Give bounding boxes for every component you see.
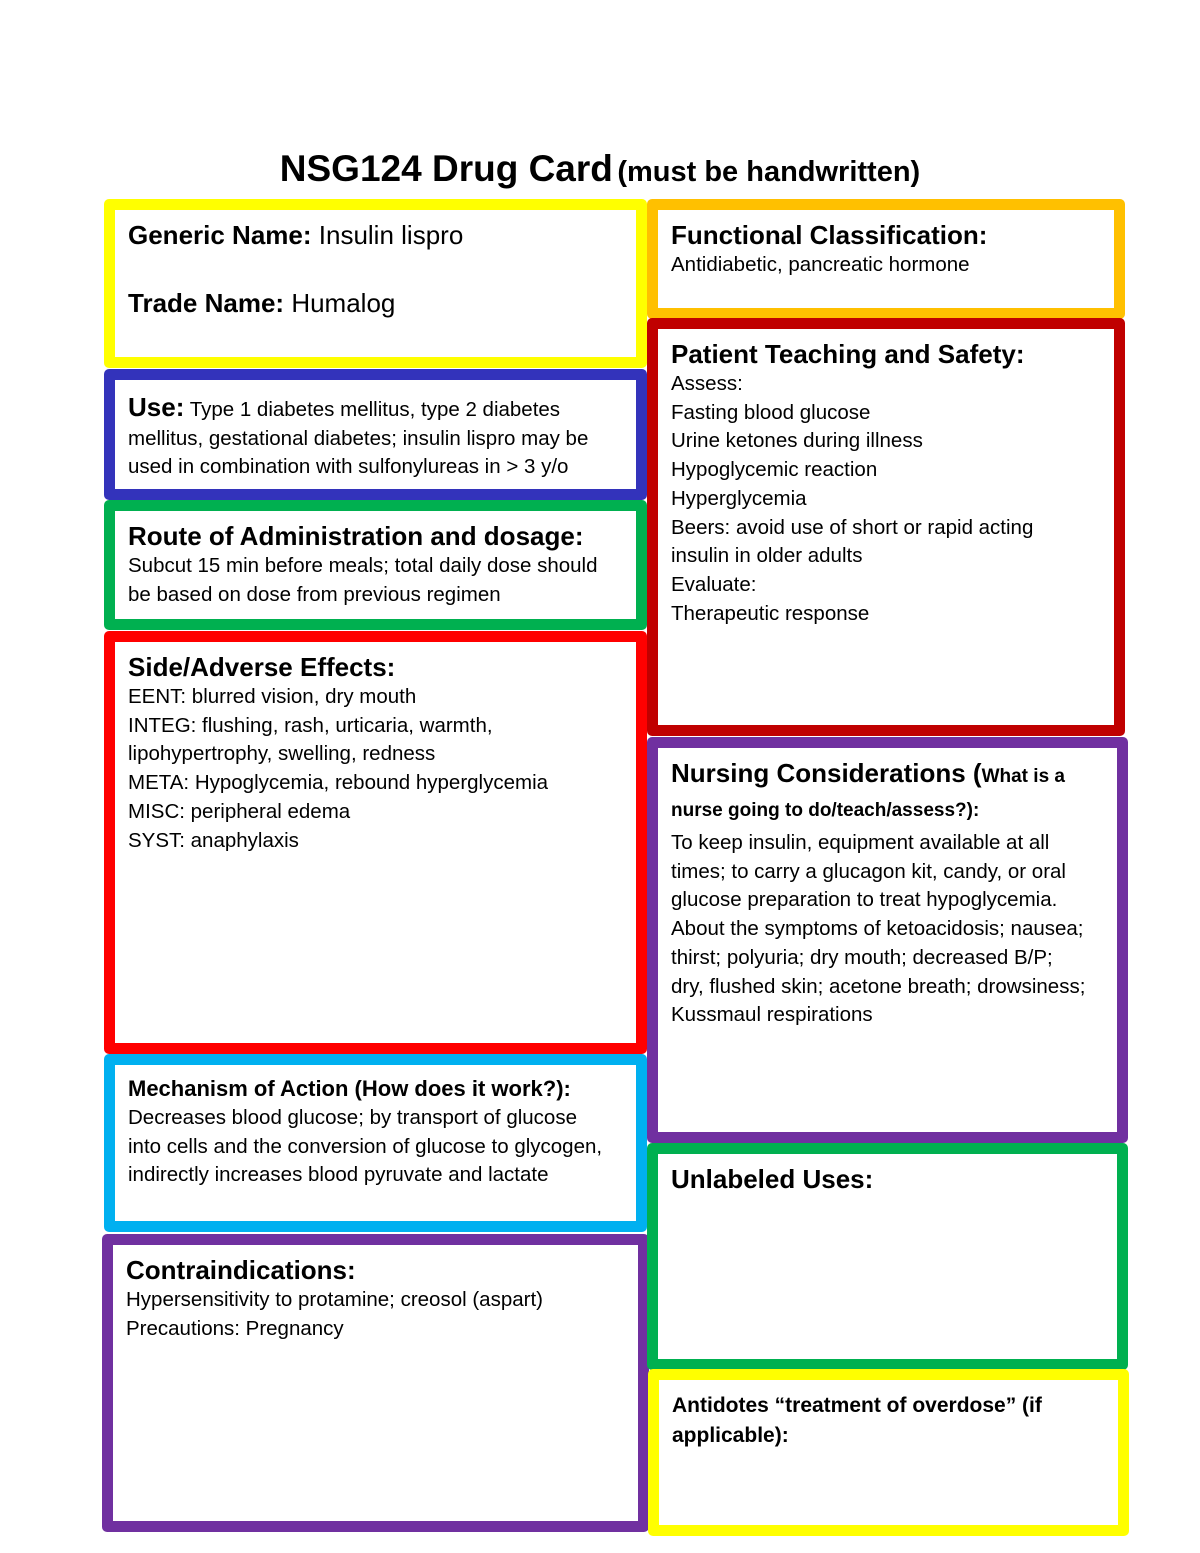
title-note: (must be handwritten) bbox=[617, 156, 921, 188]
functional-classification-value: Antidiabetic, pancreatic hormone bbox=[671, 253, 970, 276]
unlabeled-uses-box bbox=[647, 1143, 1128, 1370]
nursing-line-4: About the symptoms of ketoacidosis; nausea; bbox=[671, 917, 1084, 941]
mechanism-label: Mechanism of Action (How does it work?): bbox=[128, 1076, 571, 1101]
trade-name-value: Humalog bbox=[291, 288, 396, 318]
use-label: Use: bbox=[128, 392, 185, 422]
nursing-considerations-box bbox=[647, 737, 1128, 1143]
mechanism-line-3: indirectly increases blood pyruvate and lactate bbox=[128, 1163, 549, 1187]
side-effect-line-3: lipohypertrophy, swelling, redness bbox=[128, 742, 436, 766]
generic-name-row bbox=[128, 219, 624, 251]
functional-classification-box bbox=[647, 199, 1125, 319]
use-line-3: used in combination with sulfonylureas in > 3 y/o bbox=[128, 455, 569, 479]
nursing-line-1: To keep insulin, equipment available at all bbox=[671, 831, 1050, 854]
contraindication-line-2: Precautions: Pregnancy bbox=[126, 1316, 344, 1340]
side-effect-line-1: EENT: blurred vision, dry mouth bbox=[128, 685, 417, 708]
functional-classification-label: Functional Classification: bbox=[671, 220, 988, 250]
nursing-line-2: times; to carry a glucagon kit, candy, or oral bbox=[671, 859, 1066, 883]
teaching-line-1: Assess: bbox=[671, 372, 743, 395]
route-line-1: Subcut 15 min before meals; total daily dose should bbox=[128, 554, 598, 577]
use-line-1 bbox=[128, 391, 624, 425]
side-effects-label: Side/Adverse Effects: bbox=[128, 652, 396, 682]
side-effect-line-2: INTEG: flushing, rash, urticaria, warmth, bbox=[128, 713, 493, 737]
use-line-2: mellitus, gestational diabetes; insulin lispro may be bbox=[128, 426, 589, 450]
antidotes-label-line-2: applicable): bbox=[672, 1424, 789, 1447]
nursing-considerations-label: Nursing Considerations ( bbox=[671, 758, 982, 788]
teaching-line-5: Hyperglycemia bbox=[671, 486, 807, 510]
teaching-line-8: Evaluate: bbox=[671, 572, 757, 596]
teaching-line-7: insulin in older adults bbox=[671, 544, 863, 568]
nursing-considerations-paren: What is a bbox=[981, 766, 1065, 787]
generic-name-value: Insulin lispro bbox=[318, 220, 464, 250]
side-effect-line-4: META: Hypoglycemia, rebound hyperglycemia bbox=[128, 771, 549, 795]
teaching-line-9: Therapeutic response bbox=[671, 601, 870, 625]
unlabeled-uses-label: Unlabeled Uses: bbox=[671, 1164, 874, 1194]
nursing-line-5: thirst; polyuria; dry mouth; decreased B/P; bbox=[671, 945, 1053, 969]
trade-name-row bbox=[128, 287, 624, 319]
route-box bbox=[104, 500, 647, 630]
nursing-line-6: dry, flushed skin; acetone breath; drowsiness; bbox=[671, 974, 1086, 998]
trade-name-label: Trade Name: bbox=[128, 288, 285, 318]
contraindications-box bbox=[102, 1234, 649, 1532]
names-box bbox=[104, 199, 647, 368]
title-main: NSG124 Drug Card bbox=[279, 148, 613, 189]
use-text-1: Type 1 diabetes mellitus, type 2 diabetes bbox=[189, 398, 561, 421]
teaching-line-4: Hypoglycemic reaction bbox=[671, 458, 878, 482]
teaching-line-6: Beers: avoid use of short or rapid acting bbox=[671, 515, 1034, 539]
mechanism-box bbox=[104, 1054, 647, 1232]
nursing-considerations-heading bbox=[671, 757, 1105, 793]
page-title bbox=[0, 148, 1200, 190]
antidotes-box bbox=[648, 1369, 1129, 1536]
use-box bbox=[104, 369, 647, 500]
side-effect-line-6: SYST: anaphylaxis bbox=[128, 828, 299, 852]
antidotes-label-line-1: Antidotes “treatment of overdose” (if bbox=[672, 1394, 1042, 1417]
generic-name-label: Generic Name: bbox=[128, 220, 312, 250]
side-effects-box bbox=[104, 631, 647, 1054]
patient-teaching-label: Patient Teaching and Safety: bbox=[671, 339, 1025, 369]
patient-teaching-box bbox=[647, 318, 1125, 736]
teaching-line-2: Fasting blood glucose bbox=[671, 400, 871, 424]
route-label: Route of Administration and dosage: bbox=[128, 521, 584, 551]
contraindications-label: Contraindications: bbox=[126, 1255, 356, 1285]
teaching-line-3: Urine ketones during illness bbox=[671, 429, 923, 453]
mechanism-line-1: Decreases blood glucose; by transport of glucose bbox=[128, 1106, 577, 1129]
mechanism-line-2: into cells and the conversion of glucose to glycogen, bbox=[128, 1134, 603, 1158]
nursing-considerations-label-line2: nurse going to do/teach/assess?): bbox=[671, 800, 980, 821]
side-effect-line-5: MISC: peripheral edema bbox=[128, 799, 351, 823]
nursing-line-3: glucose preparation to treat hypoglycemia. bbox=[671, 888, 1058, 912]
contraindication-line-1: Hypersensitivity to protamine; creosol (aspart) bbox=[126, 1288, 543, 1311]
nursing-line-7: Kussmaul respirations bbox=[671, 1003, 873, 1027]
route-line-2: be based on dose from previous regimen bbox=[128, 582, 501, 606]
